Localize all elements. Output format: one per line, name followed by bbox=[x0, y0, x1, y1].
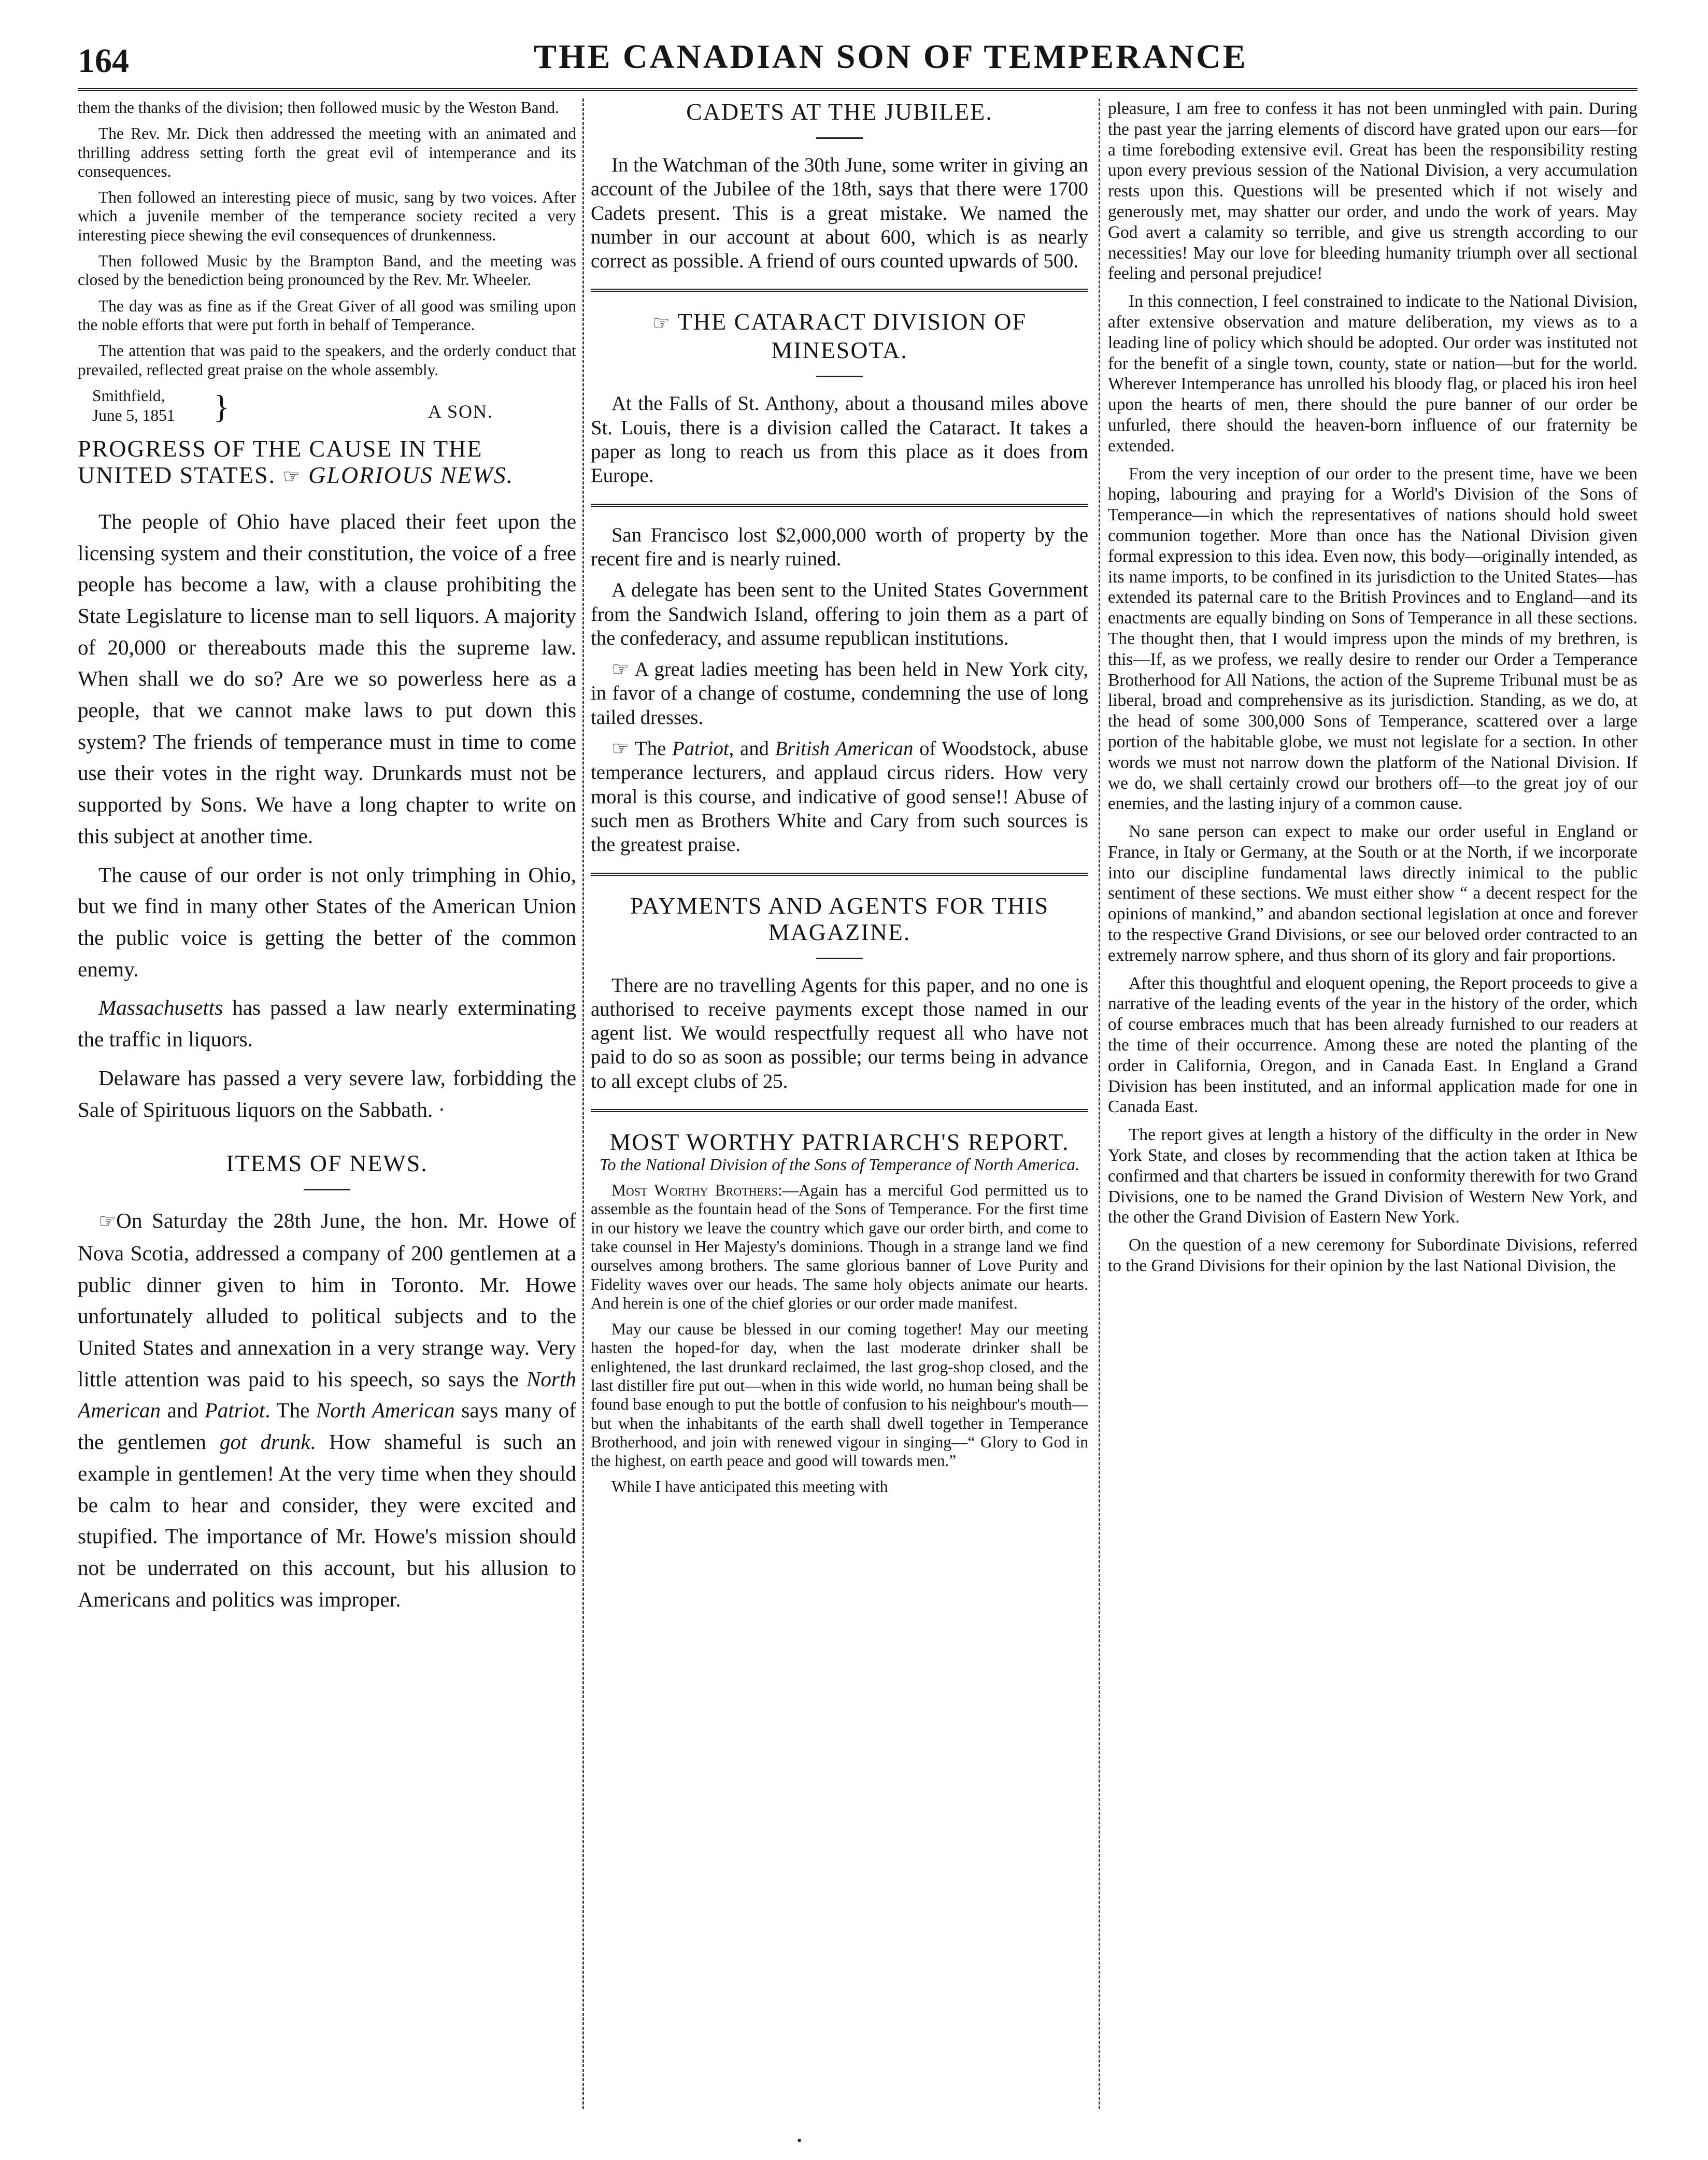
paragraph: The cause of our order is not only trimphing in Ohio, but we find in many other States of the American Union the public voice is getting the better of the common enemy. bbox=[78, 862, 576, 981]
paragraph: On the question of a new ceremony for Subordinate Divisions, referred to the Grand Divisions for their opinion by the last National Division, the bbox=[1108, 1235, 1638, 1276]
page-header bbox=[78, 37, 1638, 89]
paragraph: From the very inception of our order to the present time, have we been hoping, labouring and praying for a World's Division of the Sons of Temperance—in which the representatives of nations should hold sweet communion together. More than once has the National Division given formal expression to this idea. Even now, this body—originally intended, as its name imports, to be confined in its jurisdiction to the United States—has extended its paternal care to the British Provinces and to England—and its enactments are equally binding on Sons of Temperance in all these sections. The thought then, that I would impress upon the minds of my brethren, is this—If, as we profess, we really desire to render our Order a Temperance Brotherhood for All Nations, the action of the Supreme Tribunal must be as liberal, broad and comprehensive as its jurisdiction. Standing, as we do, at the head of some 300,000 Sons of Temperance, scattered over a large portion of the habitable globe, we must not legislate for a section. In other words we must not narrow down the platform of the National Division. If we do, we shall certainly crowd our brothers off—to the great joy of our enemies, and the lasting injury of a common cause. bbox=[1108, 464, 1638, 814]
paragraph: The Rev. Mr. Dick then addressed the meeting with an animated and thrilling address setting forth the great evil of intemperance and its consequences. bbox=[78, 124, 576, 180]
double-rule bbox=[591, 873, 1088, 877]
short-rule bbox=[816, 958, 863, 959]
emphasis: got drunk bbox=[219, 1430, 310, 1454]
paragraph: At the Falls of St. Anthony, about a thousand miles above St. Louis, there is a division called the Cataract. It takes a paper as long to reach us from this place as it does from Europe. bbox=[591, 393, 1088, 487]
paragraph bbox=[78, 992, 576, 1055]
paragraph: San Francisco lost $2,000,000 worth of property by the recent fire and is nearly ruined. bbox=[591, 524, 1088, 570]
double-rule bbox=[591, 1109, 1088, 1113]
pointing-hand-icon: ☞ bbox=[611, 738, 630, 760]
heading-text: GLORIOUS NEWS. bbox=[308, 461, 514, 488]
pointing-hand-icon: ☞ bbox=[98, 1211, 117, 1233]
column-left bbox=[78, 98, 576, 2120]
paragraph: There are no travelling Agents for this paper, and no one is authorised to receive payments except those named in our agent list. We would respectfully request all who have not paid to do so as soon as possible; our terms being in advance to all except clubs of 25. bbox=[591, 974, 1088, 1092]
paragraph: The report gives at length a history of the difficulty in the order in New York State, and closes by recommending that the action taken at Ithica be confirmed and that charters be issued in conformity therewith for two Grand Divisions, one to be named the Grand Division of Western New York, and the other the Grand Division of Eastern New York. bbox=[1108, 1125, 1638, 1227]
paper-name: North American bbox=[316, 1398, 455, 1423]
salutation: Most Worthy Brothers bbox=[611, 1181, 778, 1200]
letter-signoff bbox=[78, 387, 576, 431]
paragraph: The day was as fine as if the Great Giver of all good was smiling upon the noble efforts that were put forth in behalf of Temperance. bbox=[78, 296, 576, 334]
paragraph: In the Watchman of the 30th June, some writer in giving an account of the Jubilee of the 18th, says that there were 1700 Cadets present. This is a great mistake. We named the number in our account at about 600, which is as nearly correct as possible. A friend of ours counted upwards of 500. bbox=[591, 154, 1088, 273]
paper-name: British American bbox=[775, 738, 914, 760]
double-rule bbox=[591, 504, 1088, 508]
paragraph: After this thoughtful and eloquent opening, the Report proceeds to give a narrative of the leading events of the year in the history of the order, which of course embraces much that has been already furnished to our readers at the time of their occurrence. Among these are noted the planting of the order in California, Oregon, and in Canada East. In England a Grand Division has been instituted, and an informal application made for one in Canada East. bbox=[1108, 973, 1638, 1117]
pointing-hand-icon: ☞ bbox=[611, 659, 630, 681]
paragraph: Then followed Music by the Brampton Band, and the meeting was closed by the benediction being pronounced by the Rev. Mr. Wheeler. bbox=[78, 252, 576, 289]
section-heading-progress bbox=[78, 435, 576, 490]
paragraph: The attention that was paid to the speakers, and the orderly conduct that prevailed, reflected great praise on the whole assembly. bbox=[78, 342, 576, 379]
paragraph-text: says many of the gentlemen bbox=[78, 1398, 576, 1454]
paragraph: them the thanks of the division; then followed music by the Weston Band. bbox=[78, 98, 559, 117]
footer-mark: • bbox=[797, 2133, 802, 2148]
paragraph: pleasure, I am free to confess it has not been unmingled with pain. During the past year the jarring elements of discord have grated upon our ears—for a time foreboding extensive evil. Great has been the responsibility resting upon every previous session of the National Division, a very accumulation rests upon this. Questions will be presented which if not wisely and generously met, may shatter our order, and undo the work of years. May God avert a calamity so terrible, and give us strength according to our necessities! May our love for bleeding humanity triumph over all sectional feeling and personal prejudice! bbox=[1108, 99, 1638, 283]
pointing-hand-icon: ☞ bbox=[652, 312, 671, 335]
paragraph bbox=[78, 1205, 576, 1615]
double-rule bbox=[591, 289, 1088, 293]
paragraph-text: , and bbox=[729, 738, 775, 760]
signoff-date: June 5, 1851 bbox=[92, 406, 175, 424]
paragraph-text: of Woodstock, abuse temperance lecturers, and applaud circus riders. How very moral is this course, and indicative of good sense!! Abuse of such men as Brothers White and Cary from such sources is the greatest praise. bbox=[591, 738, 1088, 856]
report-subtitle: To the National Division of the Sons of Temperance of North America. bbox=[599, 1156, 1080, 1175]
column-right bbox=[1108, 98, 1638, 2120]
paragraph: Then followed an interesting piece of music, sang by two voices. After which a juvenile member of the temperance society recited a very interesting piece shewing the evil consequences of drunkenness. bbox=[78, 188, 576, 244]
section-heading-cadets: CADETS AT THE JUBILEE. bbox=[686, 98, 993, 125]
short-rule bbox=[304, 1189, 350, 1190]
section-heading-items: ITEMS OF NEWS. bbox=[226, 1150, 428, 1177]
paragraph-text: . How shameful is such an example in gentlemen! At the very time when they should be calm to hear and consider, they were excited and stupified. The importance of Mr. Howe's mission should not be underrated on this account, but his allusion to Americans and politics was improper. bbox=[78, 1430, 576, 1611]
paragraph bbox=[591, 658, 1088, 730]
section-heading-payments: PAYMENTS AND AGENTS FOR THIS MAGAZINE. bbox=[630, 892, 1049, 945]
paragraph: May our cause be blessed in our coming together! May our meeting hasten the hoped-for day, when the last moderate drinker shall be enlightened, the last drunkard reclaimed, the last grog-shop closed, and the last distiller fire put out—when in this wide world, no human being shall be found base enough to put the bottle of confusion to his neighbour's mouth—but when the inhabitants of the earth shall dwell together in Temperance Brotherhood, and join with renewed vigour in singing—“ Glory to God in the highest, on earth peace and good will towards men.” bbox=[591, 1320, 1088, 1470]
column-middle bbox=[591, 98, 1088, 2120]
signoff-name: A SON. bbox=[428, 401, 494, 422]
paragraph: No sane person can expect to make our order useful in England or France, in Italy or Germany, at the South or at the North, if we incorporate into our discipline fundamental laws directly inimical to the public sentiment of these sections. We must either show “ a decent respect for the opinions of mankind,” and abandon sectional legislation at once and forever to the respective Grand Divisions, or see our beloved order contracted to an extremely narrow sphere, and thus shorn of its glory and fair proportions. bbox=[1108, 822, 1638, 965]
paragraph-text: . The bbox=[265, 1398, 316, 1423]
section-heading-report: MOST WORTHY PATRIARCH'S REPORT. bbox=[609, 1129, 1070, 1156]
page-number: 164 bbox=[78, 42, 129, 80]
paper-name: Patriot bbox=[204, 1398, 265, 1423]
column-divider-2 bbox=[1099, 98, 1100, 2109]
section-heading-cataract bbox=[591, 308, 1088, 363]
pointing-hand-icon: ☞ bbox=[282, 465, 302, 488]
paragraph bbox=[591, 1181, 1088, 1313]
running-title: THE CANADIAN SON OF TEMPERANCE bbox=[534, 38, 1248, 76]
paragraph-text: On Saturday the 28th June, the hon. Mr. Howe of Nova Scotia, addressed a company of 200 gentlemen at a public dinner given to him in Toronto. Mr. Howe unfortunately alluded to political subjects and to the United States and annexation in a very strange way. Very little attention was paid to his speech, so says the bbox=[78, 1209, 576, 1391]
heading-text: PROGRESS OF THE CAUSE IN THE UNITED STATES. bbox=[78, 435, 483, 488]
header-rule bbox=[78, 88, 1638, 93]
paragraph: A delegate has been sent to the United States Government from the Sandwich Island, offering to join them as a part of the confederacy, and assume republican institutions. bbox=[591, 579, 1088, 649]
paragraph: Delaware has passed a very severe law, forbidding the Sale of Spirituous liquors on the Sabbath. · bbox=[78, 1065, 576, 1121]
paragraph-text: A great ladies meeting has been held in New York city, in favor of a change of costume, condemning the use of long tailed dresses. bbox=[591, 659, 1088, 729]
paragraph-text: and bbox=[161, 1398, 205, 1423]
paragraph bbox=[591, 737, 1088, 857]
heading-text: THE CATARACT DIVISION OF MINESOTA. bbox=[677, 308, 1027, 364]
state-name: Massachusetts bbox=[98, 996, 223, 1020]
paragraph: While I have anticipated this meeting with bbox=[611, 1477, 888, 1496]
paragraph-text: :—Again has a merciful God permitted us to assemble as the fountain head of the Sons of Temperance. For the first time in our history we leave the country which gave our order birth, and come to take counsel in Her Majesty's dominions. Though in a strange land we find ourselves among brothers. The same glorious banner of Love Purity and Fidelity waves over our heads. The same holy objects animate our hearts. And herein is one of the chief glories or our order made manifest. bbox=[591, 1181, 1088, 1312]
paragraph-text: has passed a law nearly exterminating the traffic in liquors. bbox=[78, 996, 576, 1051]
paper-name: Patriot bbox=[672, 738, 729, 760]
paragraph: In this connection, I feel constrained to indicate to the National Division, after extensive observation and mature deliberation, my views as to a leading line of policy which should be adopted. Our order was instituted not for the benefit of a single town, county, state or nation—but for the world. Wherever Intemperance has unrolled his bloody flag, or placed his iron heel upon the hearts of men, there should the pure banner of our order be unfurled, there should the heaven-born influence of our fraternity be extended. bbox=[1108, 292, 1638, 456]
signoff-place: Smithfield, bbox=[92, 386, 165, 405]
paragraph-text: The bbox=[635, 738, 673, 760]
column-divider-1 bbox=[582, 98, 584, 2109]
paragraph: The people of Ohio have placed their feet upon the licensing system and their constitution, the voice of a free people has become a law, with a clause prohibiting the State Legislature to license man to sell liquors. A majority of 20,000 or thereabouts made this the supreme law. When shall we do so? Are we so powerless here as a people, that we cannot make laws to put down this system? The friends of temperance must in time to come use their votes in the right way. Drunkards must not be supported by Sons. We have a long chapter to write on this subject at another time. bbox=[78, 509, 576, 848]
short-rule bbox=[816, 137, 863, 139]
short-rule bbox=[816, 376, 863, 377]
signoff-brace: } bbox=[214, 388, 230, 425]
paper-name: North American bbox=[78, 1367, 576, 1423]
